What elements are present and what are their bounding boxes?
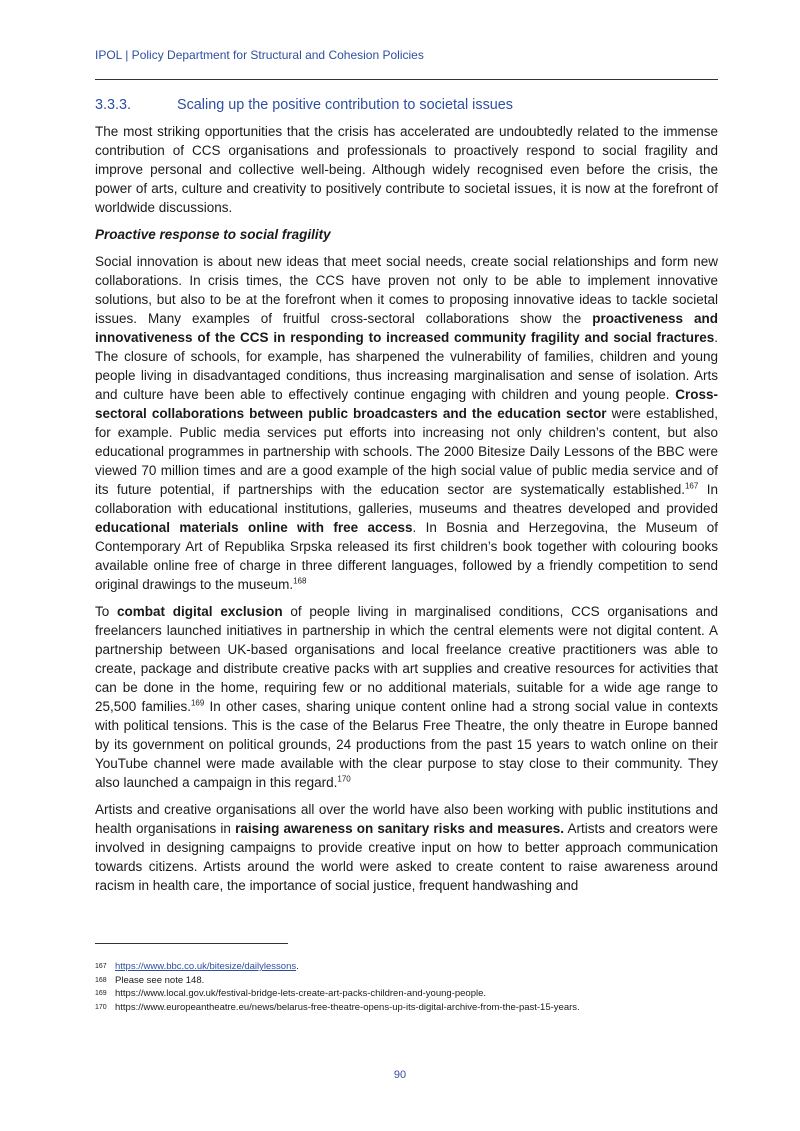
footnote-ref[interactable]: 167 (684, 481, 699, 491)
section-heading (95, 97, 718, 113)
subheading: Proactive response to social fragility (95, 227, 331, 242)
page-number: 90 (393, 1069, 407, 1081)
body-text (95, 122, 718, 903)
text-run: . In Bosnia and Herzegovina, the Museum of Contemporary Art of Republika Srpska released its first children’s book together with colouring books available online free of charge in three different languages, followed by a friendly competition to send original drawings to the museum. (95, 520, 718, 592)
paragraph-social-innovation (95, 252, 718, 594)
footnote-ref[interactable]: 169 (190, 698, 205, 708)
running-header: IPOL | Policy Department for Structural and Cohesion Policies (95, 48, 424, 62)
bold-text: proactiveness and innovativeness of the CCS in responding to increased community fragility and social fractures (95, 311, 719, 345)
text-run: In collaboration with educational institutions, galleries, museums and theatres developed and provided (95, 482, 718, 516)
text-run: To (95, 604, 118, 619)
footnote-divider (95, 943, 288, 944)
footnote-text: https://www.europeantheatre.eu/news/belarus-free-theatre-opens-up-its-digital-archive-from-the-past-15-years. (115, 1001, 580, 1013)
footnotes (95, 960, 718, 1014)
footnote (95, 974, 718, 988)
text-run: In other cases, sharing unique content online had a strong social value in contexts with political tensions. This is the case of the Belarus Free Theatre, the only theatre in Europe banned by its government on political grounds, 24 productions from the past 15 years to watch online on their YouTube channel were made available with the clear purpose to stay close to their community. They also launched a campaign in this regard. (95, 699, 719, 790)
footnote-link[interactable]: https://www.bbc.co.uk/bitesize/dailylessons (115, 961, 297, 972)
section-title: Scaling up the positive contribution to societal issues (177, 97, 513, 113)
footnote (95, 960, 718, 974)
bold-text: raising awareness on sanitary risks and measures. (235, 821, 565, 836)
footnote-suffix: . (296, 961, 299, 972)
section-number: 3.3.3. (95, 97, 132, 113)
intro-paragraph: The most striking opportunities that the crisis has accelerated are undoubtedly related to the immense contribution of CCS organisations and professionals to proactively respond to social fragility and improve personal and collective well-being. Although widely recognised even before the crisis, the power of arts, culture and creativity to positively contribute to societal issues, it is now at the forefront of worldwide discussions. (95, 124, 718, 215)
bold-text: combat digital exclusion (117, 604, 283, 619)
footnote-number: 169 (95, 990, 107, 997)
footnote (95, 987, 718, 1001)
footnote-text: https://www.local.gov.uk/festival-bridge-lets-create-art-packs-children-and-young-people. (115, 988, 487, 999)
text-run: . The closure of schools, for example, has sharpened the vulnerability of families, children and young people living in disadvantaged conditions, thus increasing marginalisation and sense of isolation. Arts and culture have been able to effectively continue engaging with children and young people. (95, 330, 718, 402)
footnote-ref[interactable]: 170 (337, 774, 351, 784)
paragraph-awareness (95, 800, 718, 895)
bold-text: Cross-sectoral collaborations between public broadcasters and the education sector (95, 387, 718, 421)
bold-text: educational materials online with free access (95, 520, 413, 535)
text-run: Artists and creators were involved in designing campaigns to provide creative input on how to better approach communication towards citizens. Artists around the world were asked to create content to raise awareness around racism in health care, the importance of social justice, frequent handwashing and (95, 821, 719, 893)
footnote-text: Please see note 148. (115, 974, 205, 986)
footnote (95, 1001, 718, 1015)
footnote-number: 168 (95, 976, 107, 984)
footnote-number: 167 (95, 963, 107, 970)
header-divider (95, 79, 718, 80)
text-run: of people living in marginalised conditions, CCS organisations and freelancers launched initiatives in partnership in which the central elements were not digital content. A partnership between UK-based organisations and local freelance creative practitioners was able to create, package and distribute creative packs with art supplies and creative resources for activities that can be done in the home, requiring few or no additional materials, suitable for a wide age range to 25,500 families. (95, 604, 719, 714)
text-run: Artists and creative organisations all over the world have also been working with public institutions and health organisations in (95, 802, 718, 836)
paragraph-digital-exclusion (95, 602, 718, 792)
text-run: were established, for example. Public media services put efforts into increasing not only children’s content, but also educational programmes in partnership with schools. The 2000 Bitesize Daily Lessons of the BBC were viewed 70 million times and are a good example of the high social value of public media service and of its future potential, if partnerships with the education sector are systematically established. (95, 406, 718, 497)
footnote-ref[interactable]: 168 (293, 576, 307, 586)
footnote-number: 170 (95, 1003, 107, 1011)
text-run: Social innovation is about new ideas that meet social needs, create social relationships and form new collaborations. In crisis times, the CCS have proven not only to be able to implement innovative solutions, but also to be at the forefront when it comes to proposing innovative ideas to tackle societal issues. Many examples of fruitful cross-sectoral collaborations show the (95, 254, 718, 326)
